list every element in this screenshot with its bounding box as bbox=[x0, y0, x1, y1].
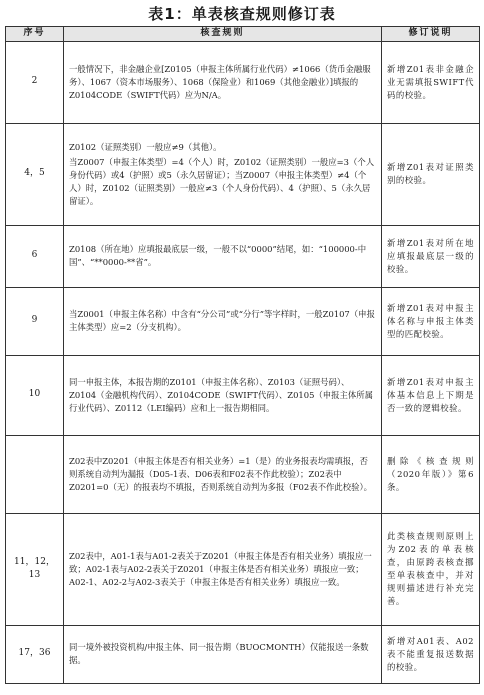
note-cell: 新增对A01表、A02表不能重复报送数据的校验。 bbox=[382, 625, 480, 683]
row-number: 2 bbox=[6, 41, 64, 123]
note-cell: 此类核查规则原则上为Z02表的单表核查，由原跨表核查挪至单表核查中，并对规则描述进行补充完善。 bbox=[382, 513, 480, 625]
rule-cell bbox=[64, 625, 382, 683]
table-row bbox=[6, 287, 480, 355]
table-row bbox=[6, 355, 480, 435]
rule-cell bbox=[64, 435, 382, 513]
rule-cell bbox=[64, 513, 382, 625]
rule-text: Z0102（证照类别）一般应≠9（其他）。 bbox=[69, 141, 222, 152]
note-cell: 新增Z01表对证照类别的校验。 bbox=[382, 123, 480, 225]
rule-cell bbox=[64, 123, 382, 225]
column-header-rule: 核查规则 bbox=[64, 27, 382, 42]
table-row bbox=[6, 123, 480, 225]
row-number: 11，12，13 bbox=[6, 513, 64, 625]
table-row bbox=[6, 625, 480, 683]
row-number: 6 bbox=[6, 225, 64, 287]
rule-text: 当Z0007（申报主体类型）=4（个人）时，Z0102（证照类别）一般应=3（个人身份代码）或4（护照）或5（永久居留证）；当Z0007（申报主体类型）≠4（个人）时，Z0102（证照类别）一般应≠3（个人身份代码）、4（护照）、5（永久居留证）。 bbox=[69, 156, 375, 206]
rule-text: 同一境外被投资机构/申报主体、同一报告期（BUOCMONTH）仅能报送一条数据。 bbox=[69, 642, 369, 666]
note-cell: 删除《核查规则（2020年版）》第6条。 bbox=[382, 435, 480, 513]
rule-text: 同一申报主体，本报告期的Z0101（申报主体名称）、Z0103（证照号码）、Z0104（金融机构代码）、Z0104CODE（SWIFT代码）、Z0105（申报主体所属行业代码）、Z0112（LEI编码）应和上一报告期相同。 bbox=[69, 376, 374, 413]
table-row bbox=[6, 225, 480, 287]
rule-text: Z0108（所在地）应填报最底层一级，一般不以“0000”结尾，如：“100000-中国”、“**0000-**省”。 bbox=[69, 244, 367, 268]
rule-cell bbox=[64, 41, 382, 123]
rule-cell bbox=[64, 355, 382, 435]
rule-cell bbox=[64, 225, 382, 287]
rule-cell bbox=[64, 287, 382, 355]
table-title: 表1：单表核查规则修订表 bbox=[148, 5, 336, 23]
rule-text: Z02表中，A01-1表与A01-2表关于Z0201（申报主体是否有相关业务）填报应一致；A02-1表与A02-2表关于Z0201（申报主体是否有相关业务）填报应一致；A02-1、A02-2与A02-3表关于（申报主体是否有相关业务）填报应一致。 bbox=[69, 550, 372, 587]
note-cell: 新增Z01表对申报主体基本信息上下期是否一致的逻辑校验。 bbox=[382, 355, 480, 435]
row-number: 9 bbox=[6, 287, 64, 355]
rule-text: 一般情况下，非金融企业[Z0105（申报主体所属行业代码）≠1066（货币金融服务）、1067（资本市场服务）、1068（保险业）和1069（其他金融业）]填报的Z0104CODE（SWIFT代码）应为N/A。 bbox=[69, 63, 371, 100]
column-header-no: 序号 bbox=[6, 27, 64, 42]
table-row bbox=[6, 41, 480, 123]
rule-text: 当Z0001（申报主体名称）中含有“分公司”或“分行”等字样时，一般Z0107（申报主体类型）应=2（分支机构）。 bbox=[69, 309, 375, 333]
rules-revision-table bbox=[5, 26, 480, 684]
rule-text: Z02表中Z0201（申报主体是否有相关业务）=1（是）的业务报表均需填报，否则系统自动判为漏报（D05-1表、D06表和F02表不作此校验）；Z02表中Z0201=0（无）的报表均不填报，否则系统自动判为多报（F02表不作此校验）。 bbox=[69, 455, 372, 492]
row-number: 17，36 bbox=[6, 625, 64, 683]
note-cell: 新增Z01表非金融企业无需填报SWIFT代码的校验。 bbox=[382, 41, 480, 123]
column-header-note: 修订说明 bbox=[382, 27, 480, 42]
table-row bbox=[6, 435, 480, 513]
row-number bbox=[6, 435, 64, 513]
note-cell: 新增Z01表对所在地应填报最底层一级的校验。 bbox=[382, 225, 480, 287]
table-row bbox=[6, 513, 480, 625]
row-number: 4，5 bbox=[6, 123, 64, 225]
table-header-row bbox=[6, 27, 480, 42]
note-cell: 新增Z01表对申报主体名称与申报主体类型的匹配校验。 bbox=[382, 287, 480, 355]
row-number: 10 bbox=[6, 355, 64, 435]
